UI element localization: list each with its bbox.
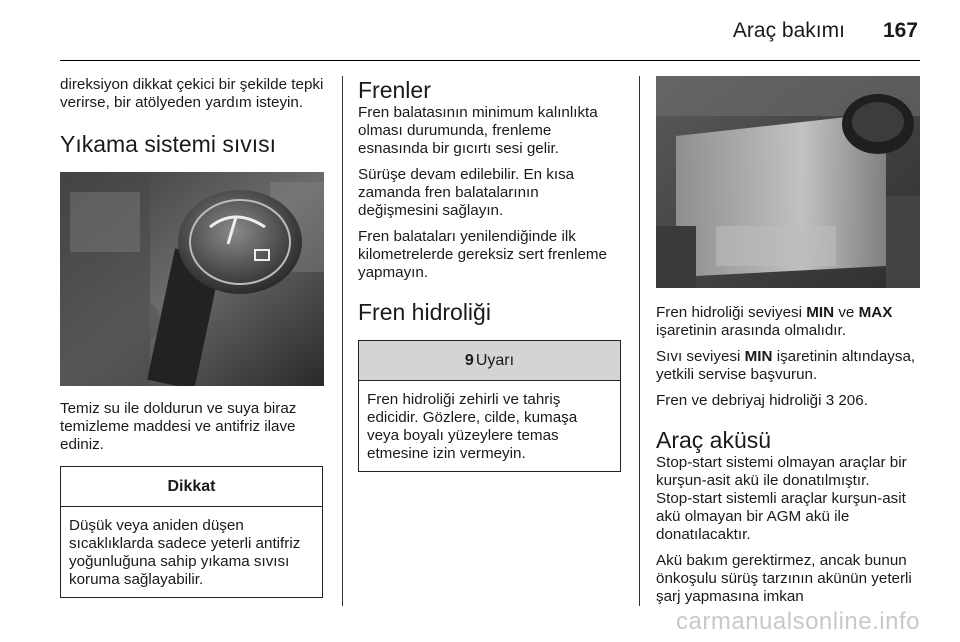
warning-header	[359, 341, 620, 381]
intro-paragraph: direksiyon dikkat çekici bir şekilde tepki verirse, bir atölyeden yardım isteyin.	[60, 76, 324, 111]
notice-body	[61, 507, 322, 597]
warning-body	[359, 381, 620, 471]
page-number: 167	[882, 19, 918, 42]
notice-box	[60, 466, 323, 598]
watermark: carmanualsonline.info	[676, 608, 920, 635]
washer-cap-illustration	[60, 172, 324, 386]
min-mark-2: MIN	[744, 348, 773, 365]
battery-paragraph-1: Stop-start sistemi olmayan araçlar bir kurşun-asit akü ile donatılmıştır.	[656, 454, 907, 489]
warning-title: Uyarı	[475, 351, 515, 369]
battery-paragraph-3: Akü bakım gerektirmez, ancak bunun önkoşulu sürüş tarzının akünün yeterli şarj yapmasına imkan	[656, 552, 912, 605]
section-heading-brake-fluid: Fren hidroliği	[358, 299, 491, 325]
brakes-paragraph-3: Fren balataları yenilendiğinde ilk kilometrelerde gereksiz sert frenleme yapmayın.	[358, 228, 607, 281]
low-level-paragraph: Sıvı seviyesi MIN işaretinin altındaysa, yetkili servise başvurun.	[656, 348, 916, 383]
notice-text: Düşük veya aniden düşen sıcaklıklarda sadece yeterli antifriz yoğunluğuna sahip yıkama sıvısı koruma sağlayabilir.	[69, 517, 301, 588]
column-divider-2	[639, 76, 640, 606]
washer-reservoir-photo	[60, 172, 324, 386]
column-3	[656, 76, 922, 614]
battery-paragraph-2: Stop-start sistemli araçlar kurşun-asit akü olmayan bir AGM akü ile donatılacaktır.	[656, 490, 906, 543]
warning-text: Fren hidroliği zehirli ve tahriş edicidir. Gözlere, cilde, kumaşa veya boyalı yüzeylere temas etmesine izin vermeyin.	[367, 391, 578, 462]
notice-title: Dikkat	[61, 467, 322, 507]
min-mark: MIN	[806, 304, 835, 321]
column-2	[358, 76, 623, 472]
page-header	[60, 16, 918, 46]
brake-fluid-reservoir-photo	[656, 76, 920, 288]
brakes-paragraph-1: Fren balatasının minimum kalınlıkta olması durumunda, frenleme esnasında bir gıcırtı sesi gelir.	[358, 104, 598, 157]
column-1	[60, 76, 325, 598]
brakes-paragraph-2: Sürüşe devam edilebilir. En kısa zamanda fren balatalarının değişmesini sağlayın.	[358, 166, 575, 219]
running-title: Araç bakımı	[732, 19, 845, 42]
warning-icon: 9	[464, 351, 474, 369]
washer-fill-paragraph: Temiz su ile doldurun ve suya biraz temizleme maddesi ve antifriz ilave ediniz.	[60, 400, 297, 453]
header-rule	[60, 60, 920, 61]
page-reference-icon[interactable]: 3	[825, 392, 835, 409]
section-heading-washer-fluid: Yıkama sistemi sıvısı	[60, 131, 276, 157]
brake-fluid-level-paragraph: Fren hidroliği seviyesi MIN ve MAX işaretinin arasında olmalıdır.	[656, 304, 893, 339]
section-heading-brakes: Frenler	[358, 77, 431, 103]
warning-box	[358, 340, 621, 472]
fluid-reference-paragraph: Fren ve debriyaj hidroliği 3 206.	[656, 392, 868, 409]
section-heading-battery: Araç aküsü	[656, 427, 772, 453]
column-divider-1	[342, 76, 343, 606]
max-mark: MAX	[858, 304, 893, 321]
brake-reservoir-illustration	[656, 76, 920, 288]
